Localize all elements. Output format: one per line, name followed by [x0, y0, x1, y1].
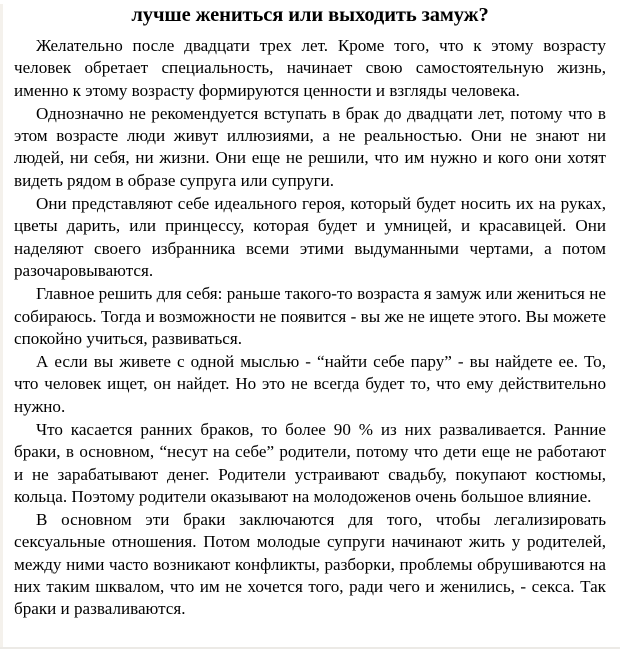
paragraph-6: Что касается ранних браков, то более 90 % из них разваливается. Ранние браки, в основном, “несут на себе” родители, потому что дети еще не работают и не зарабатывают денег. Родители устраивают свадьбу, покупают костюмы, кольца. Поэтому родители оказывают на молодоженов очень большое влияние.	[14, 420, 606, 506]
paragraph-1: Желательно после двадцати трех лет. Кроме того, что к этому возрасту человек обретает специальность, начинает свою самостоятельную жизнь, именно к этому возрасту формируются ценности и взгляды человека.	[14, 35, 606, 100]
page-title: лучше жениться или выходить замуж?	[131, 4, 489, 26]
document-page	[0, 4, 620, 649]
paragraph-7: В основном эти браки заключаются для того, чтобы легализировать сексуальные отношения. Потом молодые супруги начинают жить у родителей, между ними часто возникают конфликты, разборки, проблемы обрушиваются на них таким шквалом, что им не хочется того, ради чего и женились, - секса. Так браки и разваливаются.	[14, 510, 606, 619]
paragraph-4: Главное решить для себя: раньше такого-то возраста я замуж или жениться не собираюсь. Тогда и возможности не появится - вы же не ищете этого. Вы можете спокойно учиться, развиваться.	[14, 284, 606, 348]
paragraph-2: Однозначно не рекомендуется вступать в брак до двадцати лет, потому что в этом возрасте люди живут иллюзиями, а не реальностью. Они не знают ни людей, ни себя, ни жизни. Они еще не решили, что им нужно и кого они хотят видеть рядом в образе супруга или супруги.	[14, 103, 606, 190]
page-left-edge	[0, 4, 3, 649]
paragraph-5: А если вы живете с одной мыслью - “найти себе пару” - вы найдете ее. То, что человек ищет, он найдет. Но это не всегда будет то, что ему действительно нужно.	[14, 352, 606, 416]
paragraph-3: Они представляют себе идеального героя, который будет носить их на руках, цветы дарить, или принцессу, которая будет и умницей, и красавицей. Они наделяют своего избранника всеми этими выдуманными чертами, а потом разочаровываются.	[14, 194, 606, 280]
